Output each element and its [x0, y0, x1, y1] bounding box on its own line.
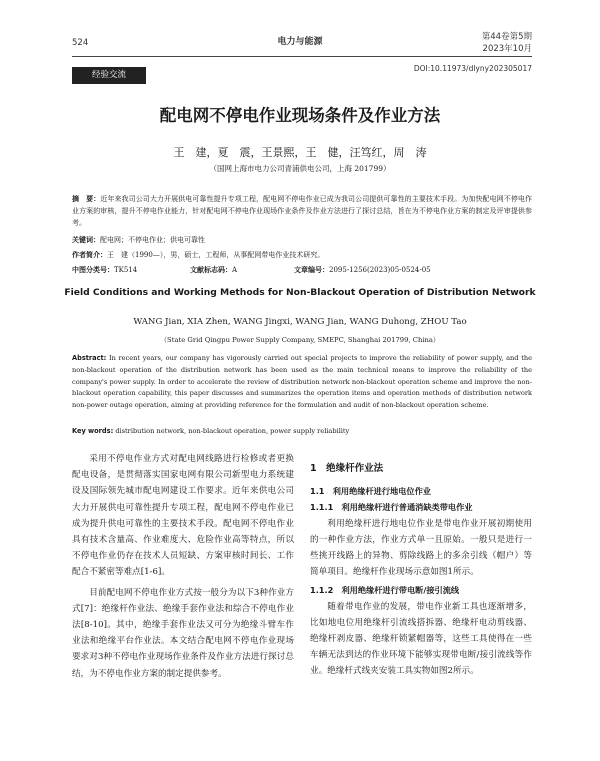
keywords-en [72, 425, 532, 437]
section-tag: 经验交流 [72, 67, 146, 84]
doc-code [190, 265, 237, 275]
title-cn: 配电网不停电作业现场条件及作业方法 [159, 106, 441, 125]
journal-name: 电力与能源 [277, 37, 323, 47]
abstract-en-text: In recent years, our company has vigorously carried out special projects to improve the reliability of power supply, and the non-blackout operation of the distribution network has been used as the main technical means to improve the reliability of the company's power supply. In order to accelerate the review of distribution network non-blackout operation scheme and improve the non-blackout operation capability, this paper discusses and summarizes the operation items and operation methods of distribution network non-power outage operation, aiming at providing reference for the formulation and audit of non-blackout operation scheme. [72, 354, 532, 410]
section-1-1-1-heading: 1.1.1 利用绝缘杆进行普通消缺类带电作业 [310, 502, 473, 513]
abstract-cn-text: 近年来我司公司大力开展供电可靠性提升专项工程，配电网不停电作业已成为我司公司提供可靠性的主要技术手段。为加快配电网不停电作业方案的审核，提升不停电作业能力，针对配电网不停电作业现场作业条件及作业方法进行了探讨总结，旨在为不停电作业方案的制定及评审提供参考。 [72, 195, 532, 228]
abstract-cn [72, 193, 532, 230]
abstract-cn-label: 摘 要： [72, 195, 101, 203]
article-number-label: 文章编号： [294, 266, 329, 274]
keywords-en-label: Key words: [72, 427, 114, 435]
affiliation-en: （State Grid Qingpu Power Supply Company, SMEPC, Shanghai 201799, China） [160, 336, 440, 344]
clc-label: 中图分类号： [72, 266, 114, 274]
keywords-cn-label: 关键词： [72, 236, 100, 244]
authors-cn: 王 建，夏 震，王景熙，王 健，汪笃红，周 涛 [173, 146, 427, 159]
doc-code-label: 文献标志码： [190, 266, 232, 274]
page-number: 524 [72, 38, 89, 48]
title-en: Field Conditions and Working Methods for Non-Blackout Operation of Distribution Network [64, 287, 536, 298]
article-number [294, 265, 431, 275]
abstract-en-label: Abstract: [72, 354, 107, 362]
volume-issue: 第44卷第5期 [481, 32, 532, 42]
abstract-en [72, 353, 532, 412]
header-rule [72, 56, 532, 57]
author-bio-label: 作者简介： [72, 251, 107, 259]
authors-en: WANG Jian, XIA Zhen, WANG Jingxi, WANG Jian, WANG Duhong, ZHOU Tao [133, 317, 467, 327]
clc [72, 265, 137, 275]
author-bio [72, 249, 532, 261]
right-column [310, 461, 532, 680]
affiliation-cn: （国网上海市电力公司青浦供电公司，上海 201799） [209, 164, 391, 173]
section-1-1-heading: 1.1 利用绝缘杆进行地电位作业 [310, 486, 431, 497]
left-column [72, 451, 294, 682]
section-1-heading: 1 绝缘杆作业法 [310, 463, 384, 474]
article-number-value: 2095-1256(2023)05-0524-05 [329, 266, 431, 274]
section-1-1-2-text: 随着带电作业的发展，带电作业新工具也逐渐增多，比如地电位用绝缘杆引流线搭拆器、绝缘杆电动剪线器、绝缘杆剥皮器、绝缘杆锁紧帽器等，这些工具使得在一些车辆无法到达的作业环境下能够实现带电断/接引流线等作业。绝缘杆式线夹安装工具实物如图2所示。 [310, 601, 532, 677]
doi: DOI:10.11973/dlyny202305017 [413, 64, 532, 73]
clc-value: TK514 [114, 266, 138, 274]
author-bio-text: 王 建（1990—），男，硕士，工程师，从事配网带电作业技术研究。 [107, 251, 325, 259]
doc-code-value: A [232, 266, 238, 274]
issue-date: 2023年10月 [482, 44, 532, 54]
keywords-en-text: distribution network, non-blackout operation, power supply reliability [113, 427, 350, 435]
body-paragraph-2: 目前配电网不停电作业方式按一般分为以下3种作业方式[7]：绝缘杆作业法、绝缘手套作业法和综合不停电作业法[8-10]。其中，绝缘手套作业法又可分为绝缘斗臂车作业法和绝缘平台作业法。本文结合配电网不停电作业现场要求对3种不停电作业现场作业条件及作业方法进行探讨总结，为不停电作业方案的制定提供参考。 [72, 587, 294, 679]
section-1-1-1-text: 利用绝缘杆进行地电位作业是带电作业开展初期使用的一种作业方法，作业方式单一且原始。一般只是进行一些挑开线路上的异物、剪除线路上的多余引线（帽户）等简单项目。绝缘杆作业现场示意如图1所示。 [310, 518, 532, 578]
body-paragraph-1: 采用不停电作业方式对配电网线路进行检修或者更换配电设备，是贯彻落实国家电网有限公司新型电力系统建设及国际领先城市配电网建设工作要求。近年来供电公司大力开展供电可靠性提升专项工程，配电网不停电作业已成为提升供电可靠性的主要技术手段。配电网不停电作业具有技术含量高、作业难度大、危险作业高等特点，所以不停电作业仍存在技术人员短缺、方案审核时间长、工作配合不紧密等难点[1-6]。 [72, 454, 294, 578]
section-1-1-2-heading: 1.1.2 利用绝缘杆进行带电断/接引流线 [310, 585, 460, 596]
keywords-cn [72, 234, 532, 246]
keywords-cn-text: 配电网；不停电作业；供电可靠性 [100, 236, 205, 244]
